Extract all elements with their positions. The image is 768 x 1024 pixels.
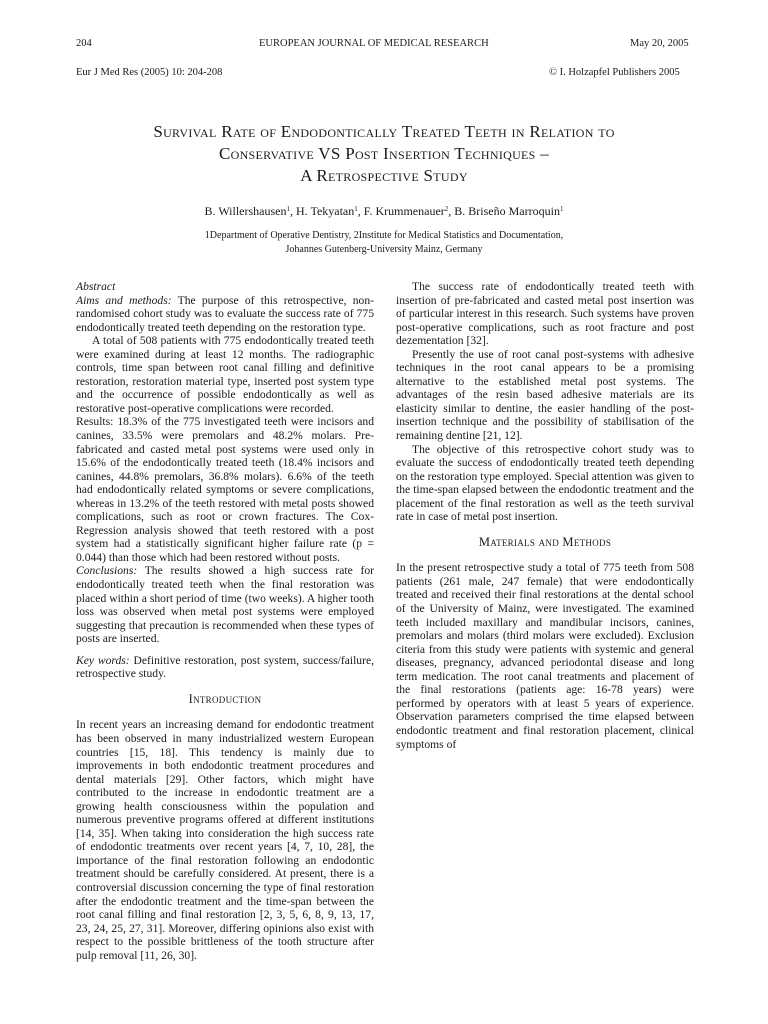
introduction-paragraph: The success rate of endodontically treated teeth with insertion of pre-fabricated and casted metal post insertion was of particular interest in this research. Such systems have proven post-operative complications, such as root fracture and post dezementation [32]. bbox=[396, 280, 694, 348]
introduction-heading: Introduction bbox=[188, 691, 262, 706]
affiliation-line: Johannes Gutenberg-University Mainz, Germany bbox=[285, 243, 483, 255]
abstract-methods: A total of 508 patients with 775 endodontically treated teeth were examined during at least 12 months. The radiographic controls, time span between root canal filling and definitive restoration, restoration material type, inserted post system type and the occurrence of possible endodontically as well as restorative post-operative complications were recorded. bbox=[76, 334, 374, 415]
author-name: H. Tekyatan bbox=[296, 204, 355, 218]
abstract-results: Results: 18.3% of the 775 investigated teeth were incisors and canines, 33.5% were premolars and 48.2% molars. Pre-fabricated and casted metal post systems were used only in 15.6% of the endodontically treated teeth (18.4% incisors and canines, 44.8% premolars, 36.8% molars). 6.6% of the teeth had endodontically related symptoms or severe complications, whereas in 13.2% of the teeth restored with metal posts showed complications, such as root or crown fractures. The Cox-Regression analysis showed that teeth restored with a post system had a statistically significant higher failure rate (p = 0.044) than those which had been restored without posts. bbox=[76, 415, 374, 564]
conclusions-text: The results showed a high success rate for endodontically treated teeth when the final restoration was placed within a short period of time (two weeks). A higher tooth loss was observed when metal post systems were employed suggesting that precaution is recommended when these types of posts are inserted. bbox=[76, 564, 374, 646]
author-affiliation-mark: 1 bbox=[559, 205, 564, 213]
introduction-paragraph: Presently the use of root canal post-systems with adhesive techniques in the root canal appears to be a promising alternative to the established metal post systems. The advantages of the resin based adhesive materials are its elasticity similar to dentine, the easier handling of the post-insertion technique and the possibility of stabilisation of the remaining dentine [21, 12]. bbox=[396, 347, 694, 443]
left-column bbox=[76, 280, 374, 962]
article-title bbox=[60, 121, 708, 187]
copyright: © I. Holzapfel Publishers 2005 bbox=[549, 67, 680, 78]
author-name: F. Krummenauer bbox=[363, 204, 445, 218]
affiliation-line: 1Department of Operative Dentistry, 2Institute for Medical Statistics and Documentation, bbox=[204, 230, 564, 241]
abstract-heading: Abstract bbox=[76, 280, 116, 293]
title-line: A Retrospective Study bbox=[300, 166, 468, 185]
author-name: B. Willershausen bbox=[204, 204, 287, 218]
citation: Eur J Med Res (2005) 10: 204-208 bbox=[76, 67, 223, 78]
abstract-conclusions bbox=[76, 564, 374, 645]
introduction-paragraph: The objective of this retrospective cohort study was to evaluate the success of endodontically treated teeth depending on the restoration type employed. Special attention was given to the time-span elapsed between the endodontic treatment and the placement of the final restoration as well as the teeth survival rate in case of metal post insertion. bbox=[396, 442, 694, 524]
key-words-label: Key words: bbox=[76, 653, 130, 667]
author-affiliation-mark: 1 bbox=[286, 205, 290, 213]
page-number: 204 bbox=[76, 38, 92, 49]
right-column bbox=[396, 280, 694, 751]
journal-name: EUROPEAN JOURNAL OF MEDICAL RESEARCH bbox=[259, 38, 489, 49]
aims-label: Aims and methods: bbox=[76, 293, 172, 307]
affiliations bbox=[60, 229, 708, 256]
materials-methods-paragraph: In the present retrospective study a total of 775 teeth from 508 patients (261 male, 247 female) that were endodontically treated and received their final restorations at the dental school of the University of Mainz, were investigated. The examined teeth included maxillary and mandibular incisors, canines, premolars and molars (third molars were excluded). Exclusion citeria from this study were patients with systemic and general diseases, pregnancy, advanced periodontal disease and long term medication. The root canal treatments and placement of the final restorations (patients age: 16-78 years) were performed by operators with at least 5 years of experience. Observation parameters comprised the time elapsed between endodontic treatment and final restoration placement, clinical symptoms of bbox=[396, 561, 694, 751]
issue-date: May 20, 2005 bbox=[630, 38, 689, 49]
materials-methods-heading: Materials and Methods bbox=[478, 534, 612, 549]
author-affiliation-mark: 2 bbox=[444, 205, 449, 213]
author-affiliation-mark: 1 bbox=[354, 205, 358, 213]
title-line: Conservative VS Post Insertion Techniques – bbox=[218, 144, 550, 163]
abstract-aims bbox=[76, 294, 374, 335]
title-line: Survival Rate of Endodontically Treated Teeth in Relation to bbox=[153, 122, 615, 141]
key-words-text: Definitive restoration, post system, success/failure, retrospective study. bbox=[76, 653, 374, 681]
conclusions-label: Conclusions: bbox=[76, 564, 138, 578]
key-words bbox=[76, 654, 374, 681]
author-list: B. Willershausen$^1$, H. Tekyatan$^1$, F. Krummenauer$^2$, B. Briseño Marroquin$^1$ bbox=[204, 204, 564, 218]
aims-text: The purpose of this retrospective, non-randomised cohort study was to evaluate the success rate of 775 endodontically treated teeth depending on the restoration type. bbox=[76, 293, 374, 334]
introduction-paragraph: In recent years an increasing demand for endodontic treatment has been observed in many industrialized western European countries [15, 18]. This tendency is mainly due to improvements in both endodontic treatment procedures and dental materials [29]. Other factors, which might have contributed to the increase in endodontic treatment are a growing health consciousness within the population and numerous preventive programs offered at different institutions [14, 35]. When taking into consideration the high success rate of endodontic treatments over recent years [4, 7, 10, 28], the importance of the final restoration following an endodontic treatment should be carefully considered. At present, there is a controversial discussion concerning the type of final restoration after the endodontic treatment and the time-span between the root canal filling and final restoration [2, 3, 5, 6, 8, 9, 13, 17, 23, 24, 25, 27, 31]. Moreover, differing opinions also exist with respect to the possible brittleness of the tooth structure after pulp removal [11, 26, 30]. bbox=[76, 718, 374, 962]
author-name: B. Briseño Marroquin bbox=[454, 204, 560, 218]
